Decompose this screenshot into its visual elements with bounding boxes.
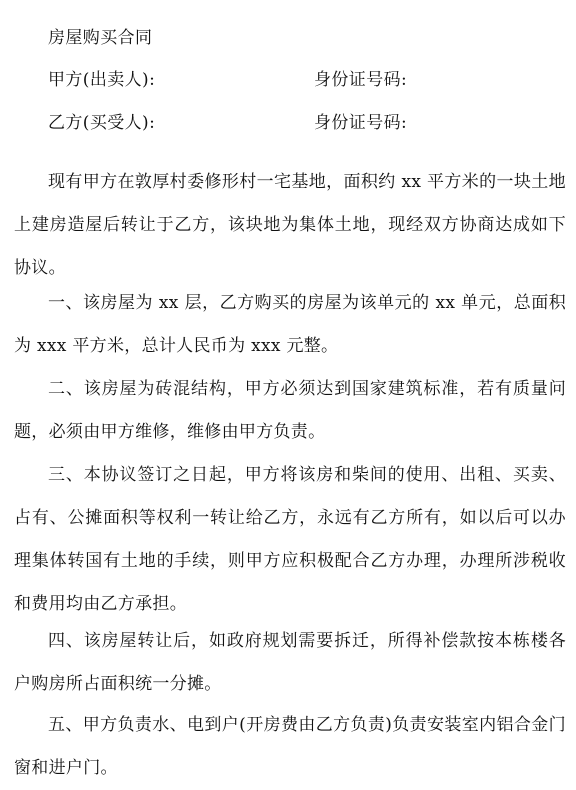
paragraph-clause-1: 一、该房屋为 xx 层，乙方购买的房屋为该单元的 xx 单元，总面积为 xxx 平方米，总计人民币为 xxx 元整。 bbox=[14, 293, 566, 356]
paragraph-clause-5: 五、甲方负责水、电到户(开房费由乙方负责)负责安装室内铝合金门窗和进户门。 bbox=[14, 715, 566, 778]
party-b-id-label: 身份证号码: bbox=[314, 113, 408, 133]
document-title: 房屋购买合同 bbox=[48, 28, 153, 48]
party-b-row bbox=[48, 112, 576, 134]
party-a-id-label: 身份证号码: bbox=[314, 70, 408, 90]
paragraph-clause-3: 三、本协议签订之日起，甲方将该房和柴间的使用、出租、买卖、占有、公摊面积等权利一转让给乙方，永远有乙方所有，如以后可以办理集体转国有土地的手续，则甲方应积极配合乙方办理，办理所涉税收和费用均由乙方承担。 bbox=[14, 465, 566, 614]
paragraph-intro: 现有甲方在敦厚村委修形村一宅基地，面积约 xx 平方米的一块土地上建房造屋后转让于乙方，该块地为集体土地，现经双方协商达成如下协议。 bbox=[14, 172, 566, 278]
party-b-label: 乙方(买受人): bbox=[48, 113, 156, 133]
party-a-row bbox=[48, 69, 576, 91]
party-a-label: 甲方(出卖人): bbox=[48, 70, 156, 90]
paragraph-clause-2: 二、该房屋为砖混结构，甲方必须达到国家建筑标准，若有质量问题，必须由甲方维修，维修由甲方负责。 bbox=[14, 379, 566, 442]
paragraph-clause-4: 四、该房屋转让后，如政府规划需要拆迁，所得补偿款按本栋楼各户购房所占面积统一分摊。 bbox=[14, 631, 566, 694]
